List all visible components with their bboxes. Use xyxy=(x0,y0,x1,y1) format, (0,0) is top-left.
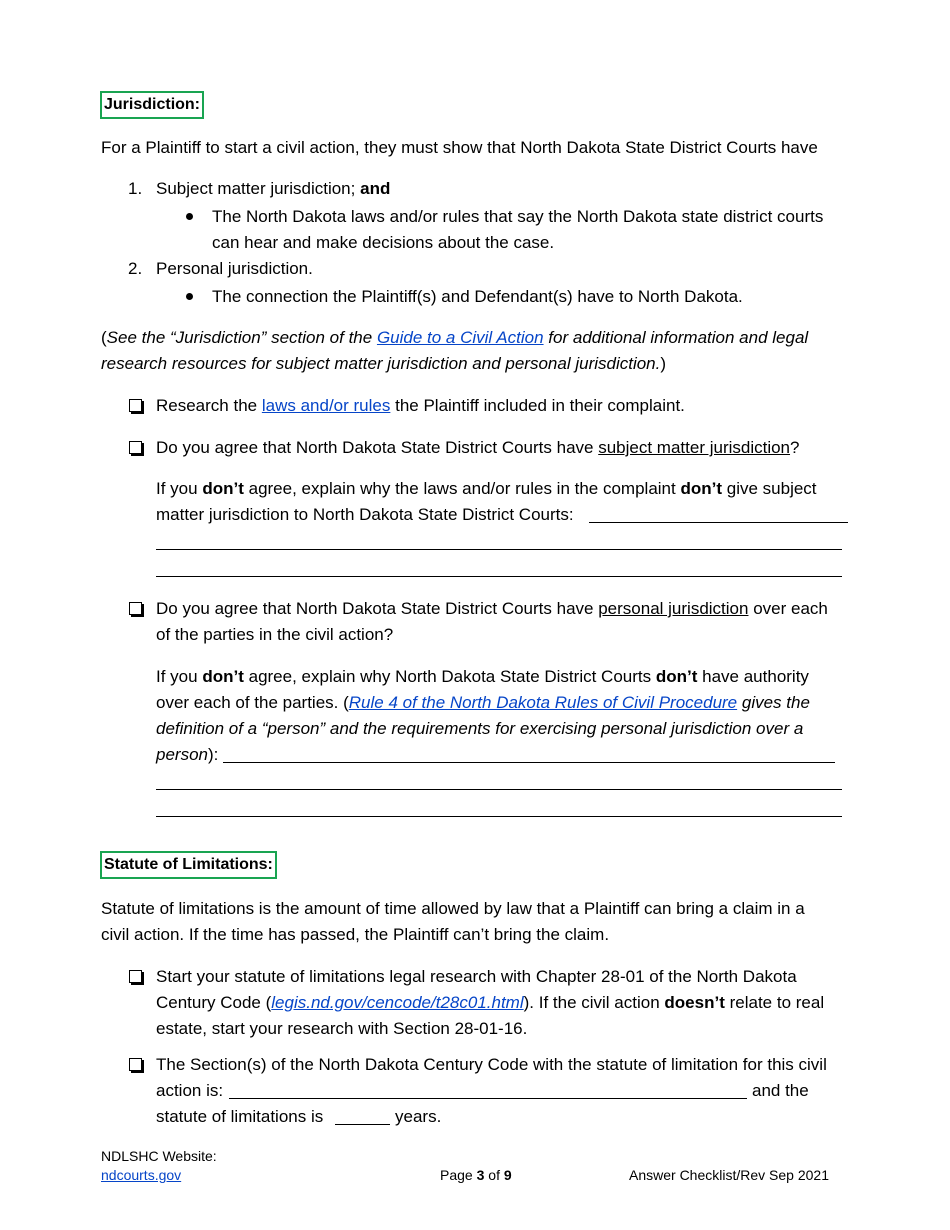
start-research-checkbox[interactable] xyxy=(129,970,142,983)
bullet-text: The connection the Plaintiff(s) and Defendant(s) have to North Dakota. xyxy=(212,287,743,306)
pj-explain-line4: person): xyxy=(156,745,219,764)
jurisdiction-heading: Jurisdiction: xyxy=(100,91,204,119)
statute-years-label: statute of limitations is xyxy=(156,1107,324,1126)
guide-reference-line2: research resources for subject matter jurisdiction and personal jurisdiction.) xyxy=(101,354,667,373)
list-item-personal: Personal jurisdiction. xyxy=(156,259,313,278)
century-code-link[interactable]: legis.nd.gov/cencode/t28c01.html xyxy=(271,993,524,1012)
pj-answer-line[interactable] xyxy=(156,816,842,817)
pj-explain-line2: over each of the parties. (Rule 4 of the North Dakota Rules of Civil Procedure gives the xyxy=(156,693,810,712)
smj-answer-blank[interactable] xyxy=(589,522,848,523)
pj-explain-line3: definition of a “person” and the requirements for exercising personal jurisdiction over a xyxy=(156,719,804,738)
statute-heading: Statute of Limitations: xyxy=(100,851,277,879)
bullet-icon xyxy=(186,213,193,220)
list-number-2: 2. xyxy=(128,259,143,278)
bullet-text: The North Dakota laws and/or rules that say the North Dakota state district courts xyxy=(212,207,824,226)
start-research-line2: Century Code (legis.nd.gov/cencode/t28c01.html). If the civil action doesn’t relate to real xyxy=(156,993,825,1012)
research-laws-checkbox[interactable] xyxy=(129,399,142,412)
statute-section-blank[interactable] xyxy=(229,1098,747,1099)
jurisdiction-intro: For a Plaintiff to start a civil action, they must show that North Dakota State District Courts have xyxy=(101,138,818,157)
list-number-1: 1. xyxy=(128,179,143,198)
guide-reference-line1: (See the “Jurisdiction” section of the Guide to a Civil Action for additional information and legal xyxy=(101,328,809,347)
personal-jurisdiction-question-line1: Do you agree that North Dakota State District Courts have personal jurisdiction over each xyxy=(156,599,828,618)
smj-explain-line1: If you don’t agree, explain why the laws and/or rules in the complaint don’t give subject xyxy=(156,479,817,498)
footer-page-number: Page 3 of 9 xyxy=(440,1167,512,1183)
pj-answer-line[interactable] xyxy=(156,789,842,790)
bullet-text: can hear and make decisions about the case. xyxy=(212,233,555,252)
start-research-line1: Start your statute of limitations legal research with Chapter 28-01 of the North Dakota xyxy=(156,967,797,986)
footer-doc-info: Answer Checklist/Rev Sep 2021 xyxy=(629,1167,829,1183)
list-item-subject-matter: Subject matter jurisdiction; and xyxy=(156,179,391,198)
start-research-line3: estate, start your research with Section 28-01-16. xyxy=(156,1019,528,1038)
subject-matter-question: Do you agree that North Dakota State District Courts have subject matter jurisdiction? xyxy=(156,438,800,457)
statute-section-line1: The Section(s) of the North Dakota Century Code with the statute of limitation for this civil xyxy=(156,1055,827,1074)
guide-to-civil-action-link[interactable]: Guide to a Civil Action xyxy=(376,328,544,347)
statute-years-blank[interactable] xyxy=(335,1124,390,1125)
personal-jurisdiction-checkbox[interactable] xyxy=(129,602,142,615)
personal-jurisdiction-question-line2: of the parties in the civil action? xyxy=(156,625,394,644)
research-laws-text: Research the laws and/or rules the Plaintiff included in their complaint. xyxy=(156,396,685,415)
statute-intro-line2: civil action. If the time has passed, the Plaintiff can’t bring the claim. xyxy=(101,925,610,944)
pj-answer-blank[interactable] xyxy=(223,762,835,763)
footer-website-label: NDLSHC Website: xyxy=(101,1148,217,1164)
laws-and-rules-link[interactable]: laws and/or rules xyxy=(261,396,391,415)
statute-intro-line1: Statute of limitations is the amount of time allowed by law that a Plaintiff can bring a claim in a xyxy=(101,899,805,918)
pj-explain-line1: If you don’t agree, explain why North Dakota State District Courts don’t have authority xyxy=(156,667,809,686)
smj-answer-line[interactable] xyxy=(156,576,842,577)
footer-website-link[interactable]: ndcourts.gov xyxy=(101,1167,182,1183)
statute-section-suffix: and the xyxy=(752,1081,809,1100)
rule-4-link[interactable]: Rule 4 of the North Dakota Rules of Civil Procedure xyxy=(348,693,738,712)
statute-section-checkbox[interactable] xyxy=(129,1058,142,1071)
statute-section-label: action is: xyxy=(156,1081,224,1100)
bullet-icon xyxy=(186,293,193,300)
subject-matter-checkbox[interactable] xyxy=(129,441,142,454)
smj-explain-line2: matter jurisdiction to North Dakota State District Courts: xyxy=(156,505,574,524)
smj-answer-line[interactable] xyxy=(156,549,842,550)
statute-years-suffix: years. xyxy=(395,1107,442,1126)
